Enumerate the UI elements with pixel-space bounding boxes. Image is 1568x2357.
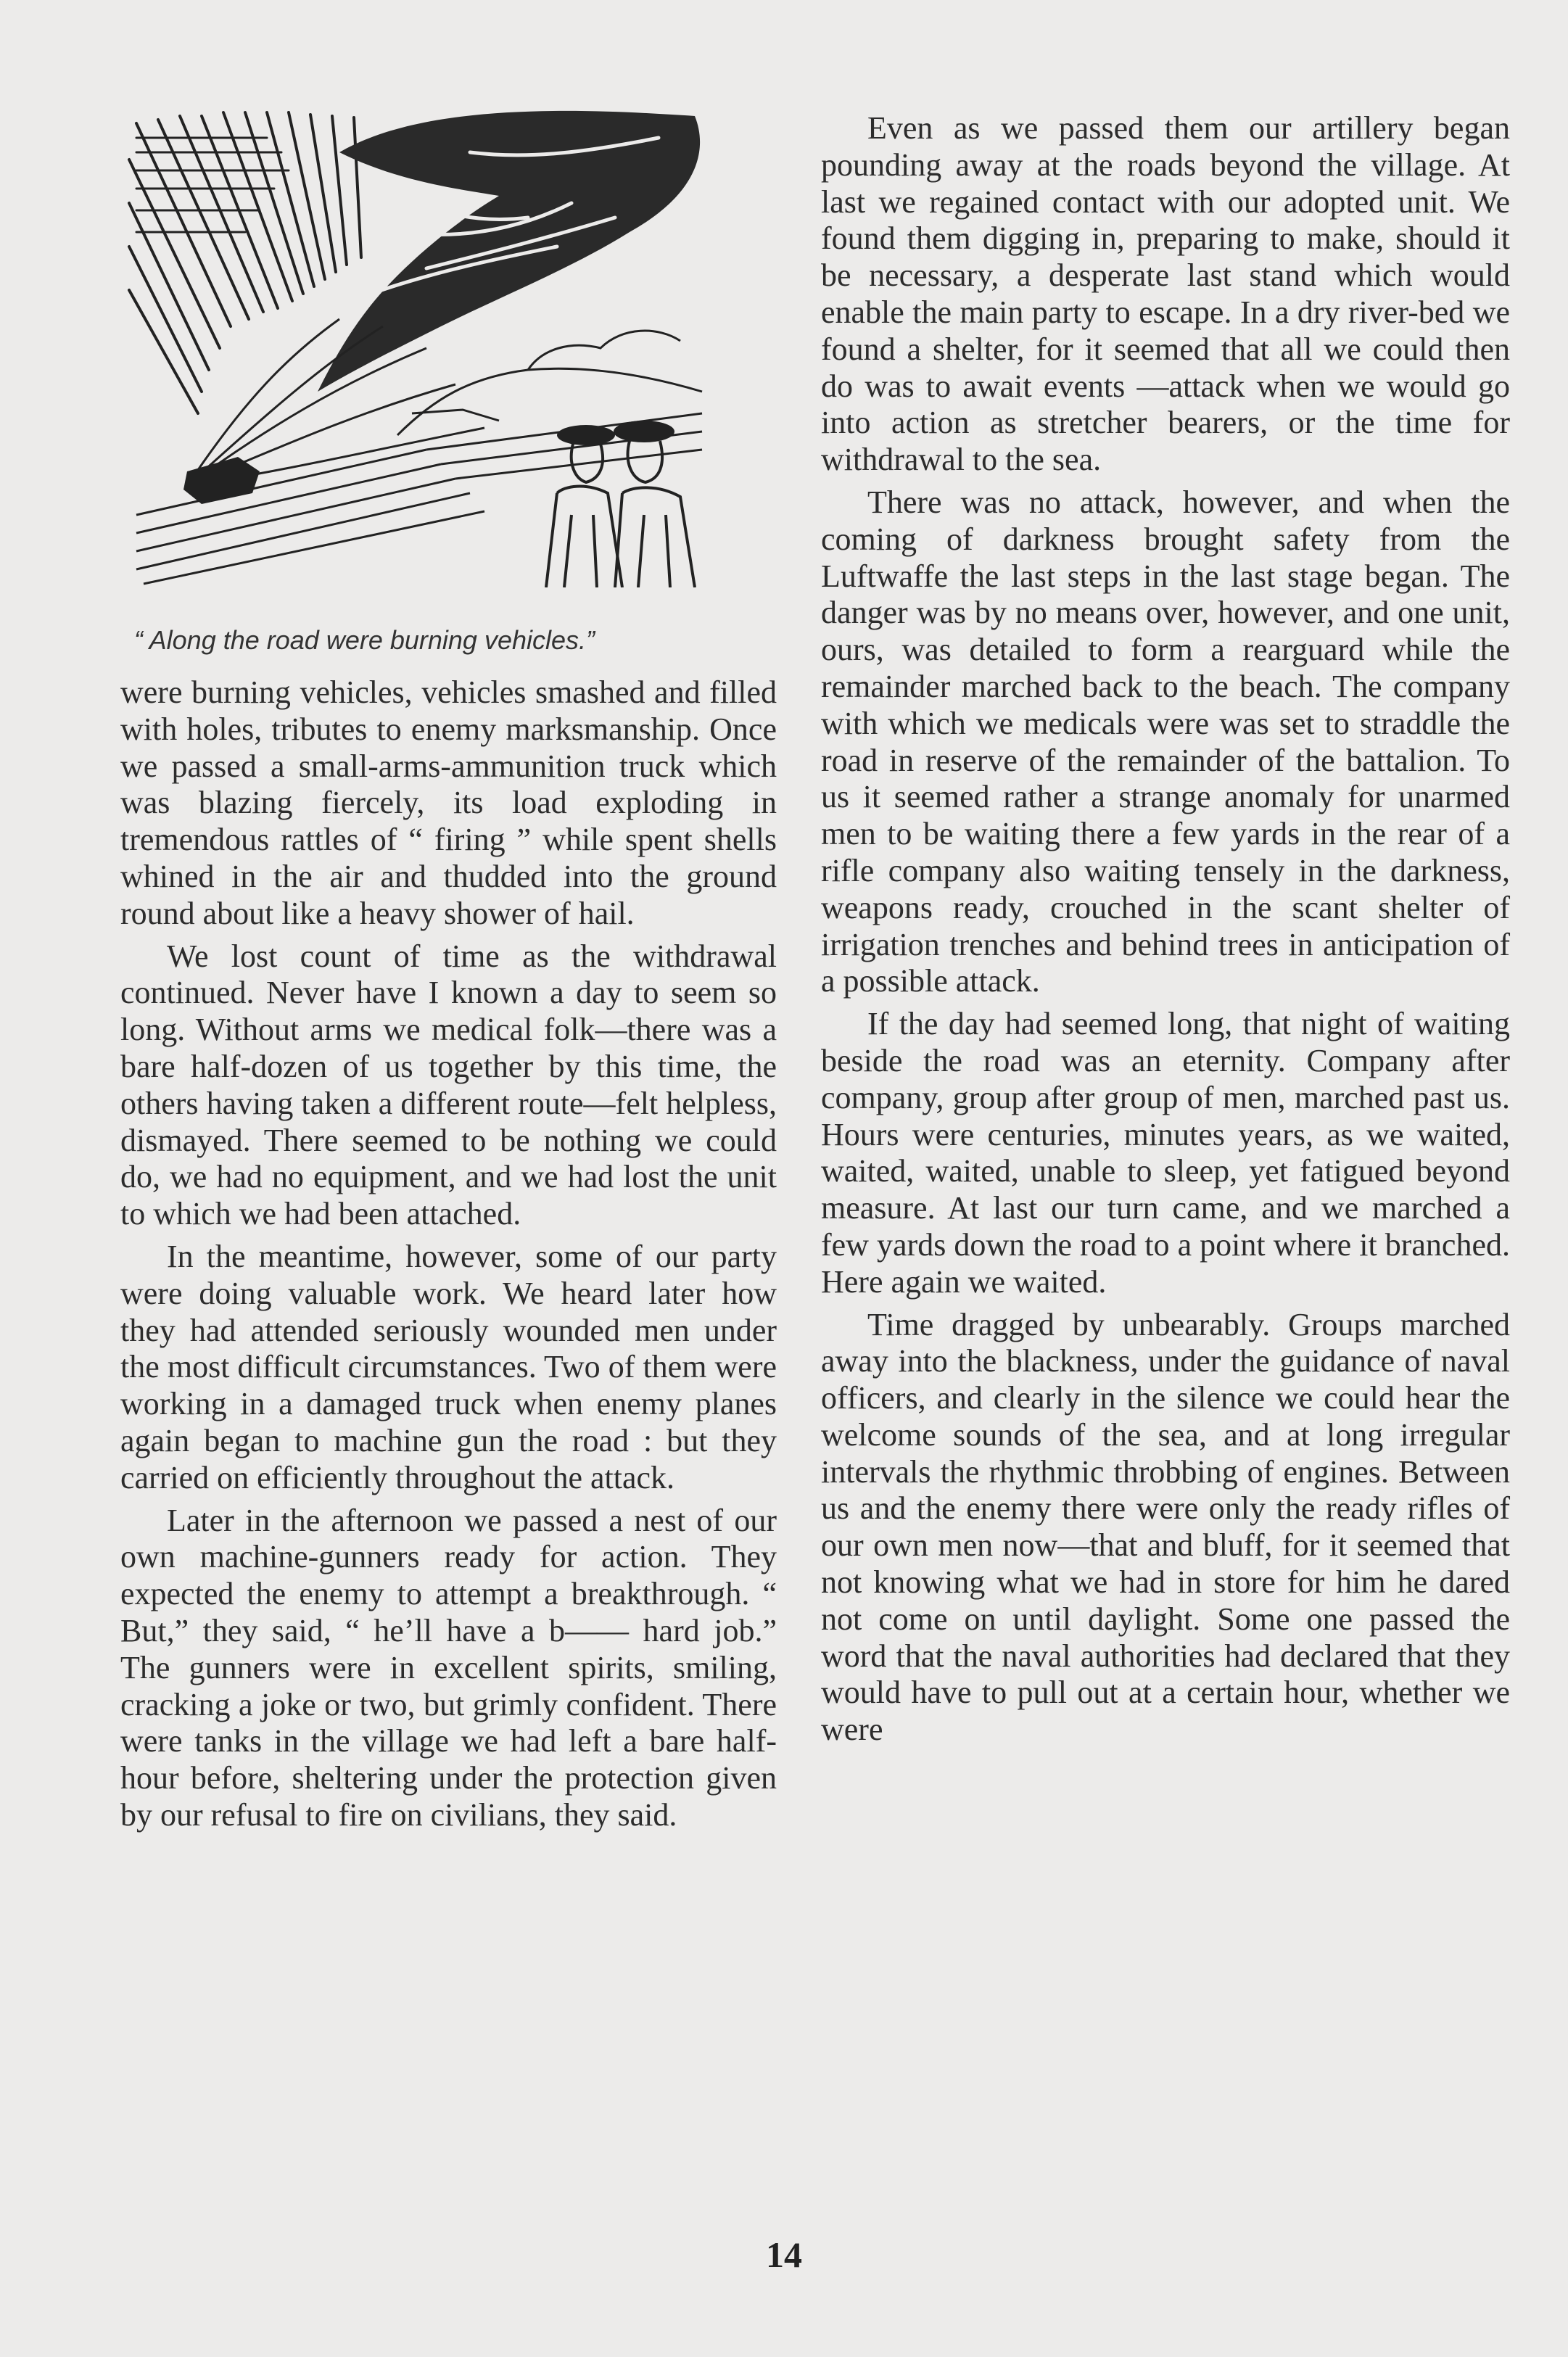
paragraph: Time dragged by unbearably. Groups marched away into the blackness, under the guidance of naval officers, and clearly in the silence we could hear the welcome sounds of the sea, and at long irregular intervals the rhythmic throbbing of engines. Between us and the enemy there were only the ready rifles of our own men now—that and bluff, for it seemed that not knowing what we had in store for him he dared not come on until daylight. Some one passed the word that the naval authorities had declared that they would have to pull out at a certain hour, whether we were bbox=[821, 1306, 1510, 1748]
paragraph: We lost count of time as the withdrawal continued. Never have I known a day to seem so long. Without arms we medical folk—there was a bare half-dozen of us together by this time, the others having taken a different route—felt helpless, dismayed. There seemed to be nothing we could do, we had no equipment, and we had lost the unit to which we had been attached. bbox=[120, 938, 777, 1232]
paragraph: Even as we passed them our artillery began pounding away at the roads beyond the village. At last we regained contact with our adopted unit. We found them digging in, preparing to make, should it be necessary, a desperate last stand which would enable the main party to escape. In a dry river-bed we found a shelter, for it seemed that all we could then do was to await events —attack when we would go into action as stretcher bearers, or the time for withdrawal to the sea. bbox=[821, 110, 1510, 478]
paragraph: were burning vehicles, vehicles smashed and filled with holes, tributes to enemy marksmanship. Once we passed a small-arms-ammunition truck which was blazing fiercely, its load exploding in tremendous rattles of “ firing ” while spent shells whined in the air and thudded into the ground round about like a heavy shower of hail. bbox=[120, 674, 777, 931]
paragraph: If the day had seemed long, that night of waiting beside the road was an eternity. Company after company, group after group of men, marched past us. Hours were centuries, minutes years, as we waited, waited, waited, unable to sleep, yet fatigued beyond measure. At last our turn came, and we marched a few yards down the road to a point where it branched. Here again we waited. bbox=[821, 1006, 1510, 1300]
right-column bbox=[821, 110, 1510, 1749]
paragraph: In the meantime, however, some of our party were doing valuable work. We heard later how they had attended seriously wounded men under the most difficult circumstances. Two of them were working in a damaged truck when enemy planes again began to machine gun the road : but they carried on efficiently throughout the attack. bbox=[120, 1238, 777, 1495]
left-column bbox=[120, 674, 777, 1834]
page-number: 14 bbox=[766, 2234, 802, 2275]
paragraph: Later in the afternoon we passed a nest of our own machine-gunners ready for action. They expected the enemy to attempt a breakthrough. “ But,” they said, “ he’ll have a b—— hard job.” The gunners were in excellent spirits, smiling, cracking a joke or two, but grimly confident. There were tanks in the village we had left a bare half-hour before, sheltering under the protection given by our refusal to fire on civilians, they said. bbox=[120, 1502, 777, 1833]
war-scene-illustration-icon bbox=[122, 109, 717, 587]
paragraph: There was no attack, however, and when the coming of darkness brought safety from the Luftwaffe the last steps in the last stage began. The danger was by no means over, however, and one unit, ours, was detailed to form a rearguard while the remainder marched back to the beach. The company with which we medicals were was set to straddle the road in reserve of the remainder of the battalion. To us it seemed rather a strange anomaly for unarmed men to be waiting there a few yards in the rear of a rifle company also waiting tensely in the darkness, weapons ready, crouched in the scant shelter of irrigation trenches and behind trees in anticipation of a possible attack. bbox=[821, 484, 1510, 999]
illustration-caption: “ Along the road were burning vehicles.” bbox=[134, 625, 595, 655]
